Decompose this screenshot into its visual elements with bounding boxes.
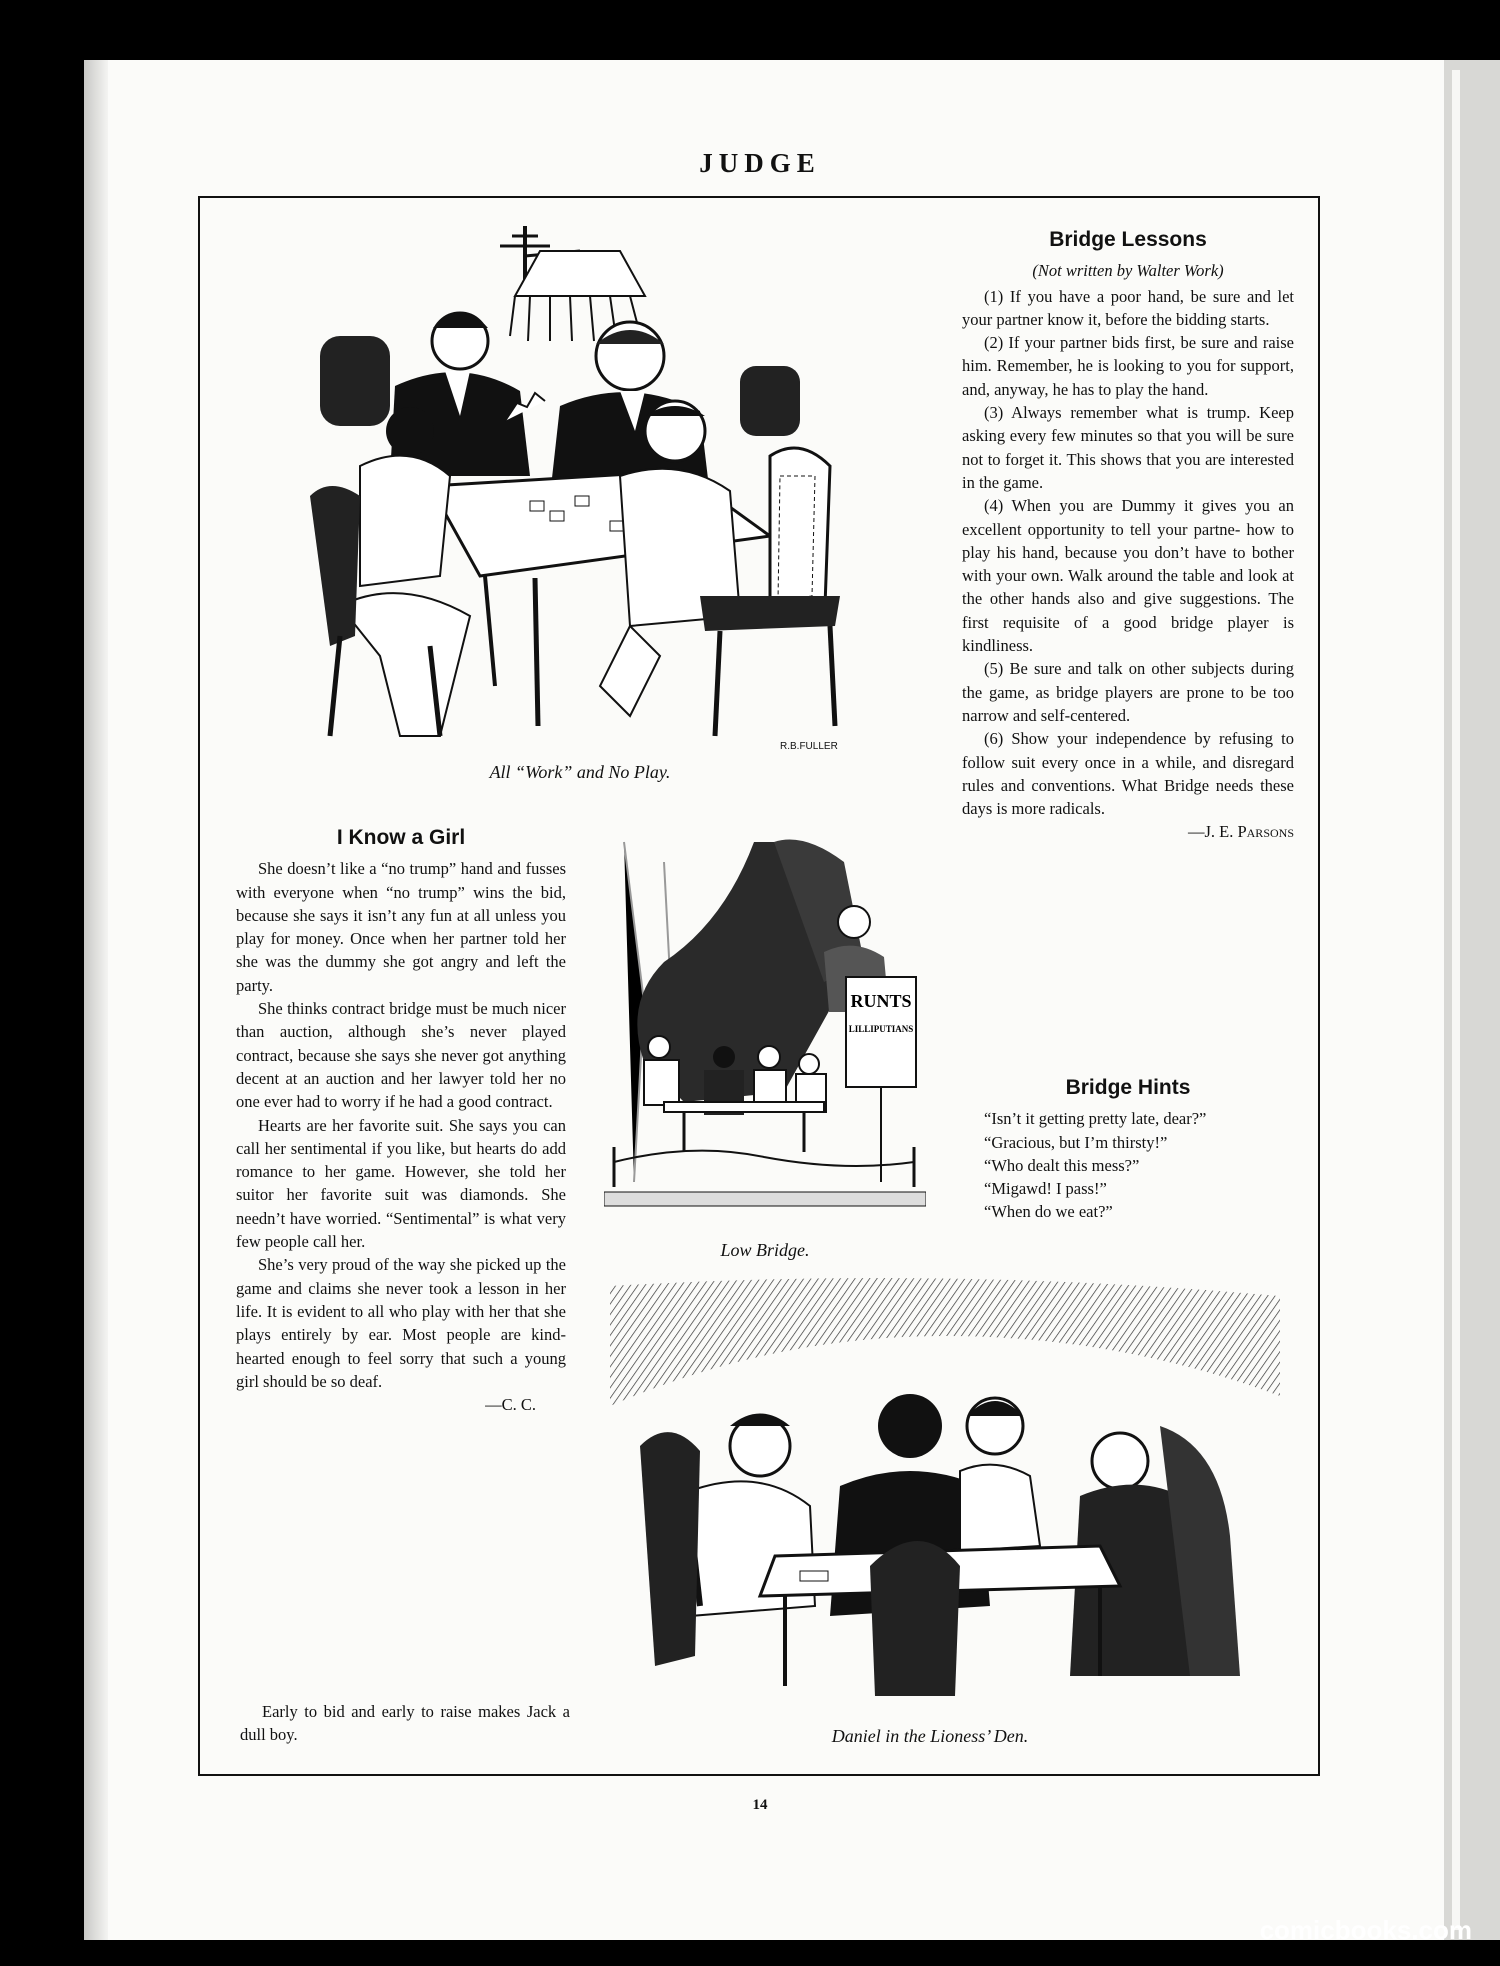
watermark: comicbooks.com [1259, 1915, 1472, 1945]
hint-line: “When do we eat?” [984, 1202, 1113, 1222]
lesson-paragraph: (4) When you are Dummy it gives you an excellent opportunity to tell your partne‐ how to play his hand, because you don’t have to bother with your own. Walk around the table and look at the other hands also and give suggestions. The first requisite of a good bridge player is kindliness. [962, 496, 1294, 656]
bridge-lessons-signature: —J. E. Parsons [1187, 822, 1294, 842]
lesson-paragraph: (2) If your partner bids first, be sure and raise him. Remember, he is looking to you for support, and, anyway, he has to play the hand. [962, 333, 1294, 399]
hint-line: “Who dealt this mess?” [984, 1155, 1140, 1175]
bridge-lessons-subtitle: (Not written by Walter Work) [1032, 261, 1224, 281]
know-a-girl-signature: —C. C. [485, 1395, 536, 1415]
lesson-paragraph: (1) If you have a poor hand, be sure and let your partner know it, before the bidding starts. [962, 286, 1294, 329]
lesson-paragraph: (6) Show your independence by refusing to follow suit every once in a while, and disregard rules and conventions. What Bridge needs these days is more radicals. [962, 729, 1294, 819]
cartoon-lioness-den [600, 1276, 1290, 1716]
sign-runts: RUNTS [850, 991, 912, 1011]
proverb-text: Early to bid and early to raise makes Jack a dull boy. [240, 1702, 570, 1745]
page-number: 14 [752, 1797, 768, 1813]
bridge-lessons-column [962, 228, 1294, 844]
caption-low-bridge: Low Bridge. [720, 1240, 810, 1260]
cartoon-low-bridge [604, 802, 926, 1228]
cartoon-all-work-no-play [300, 216, 900, 756]
girl-paragraph: Hearts are her favorite suit. She says you can call her sentimental if you like, but hearts do add romance to her game. However, she told her suitor her favorite suit was diamonds. She needn’t have worried. “Sentimental” is what very few people call her. [236, 1115, 566, 1252]
lesson-paragraph: (3) Always remember what is trump. Keep asking every few minutes so that you will be sure not to forget it. This shows that you are interested in the game. [962, 403, 1294, 492]
sign-lilliputians: LILLIPUTIANS [848, 1024, 914, 1034]
bridge-hints-column [962, 1076, 1294, 1224]
hint-line: “Migawd! I pass!” [984, 1179, 1107, 1199]
hint-line: “Isn’t it getting pretty late, dear?” [984, 1109, 1207, 1129]
hint-line: “Gracious, but I’m thirsty!” [984, 1132, 1168, 1152]
girl-paragraph: She doesn’t like a “no trump” hand and fusses with everyone when “no trump” wins the bid, because she says it isn’t any fun at all unless you play for money. Once when her partner told her she was the dummy she got angry and left the party. [236, 859, 566, 995]
girl-paragraph: She thinks contract bridge must be much nicer than auction, although she’s never played contract, because she says she never got anything decent at an auction and her lawyer told her no one ever had to worry if he had a good contract. [236, 999, 566, 1112]
cartoon-signature: R.B.FULLER [780, 741, 838, 752]
caption-lioness-den: Daniel in the Lioness’ Den. [831, 1726, 1029, 1746]
masthead: JUDGE [699, 148, 821, 178]
lesson-paragraph: (5) Be sure and talk on other subjects during the game, as bridge players are prone to be too narrow and self-centered. [962, 659, 1294, 725]
girl-paragraph: She’s very proud of the way she picked up the game and claims she never took a lesson in her life. It is evident to all who play with her that she plays entirely by ear. Most people are kind-hearted enough to feel sorry that such a young girl should be so deaf. [236, 1255, 566, 1391]
caption-all-work: All “Work” and No Play. [489, 762, 671, 782]
bridge-lessons-title: Bridge Lessons [1049, 228, 1207, 251]
bridge-hints-title: Bridge Hints [1065, 1076, 1191, 1099]
next-page-edge-strip [1452, 70, 1460, 1930]
proverb [240, 1700, 570, 1747]
know-a-girl-column [236, 826, 566, 1416]
know-a-girl-title: I Know a Girl [336, 826, 466, 849]
page-gutter [84, 60, 108, 1940]
